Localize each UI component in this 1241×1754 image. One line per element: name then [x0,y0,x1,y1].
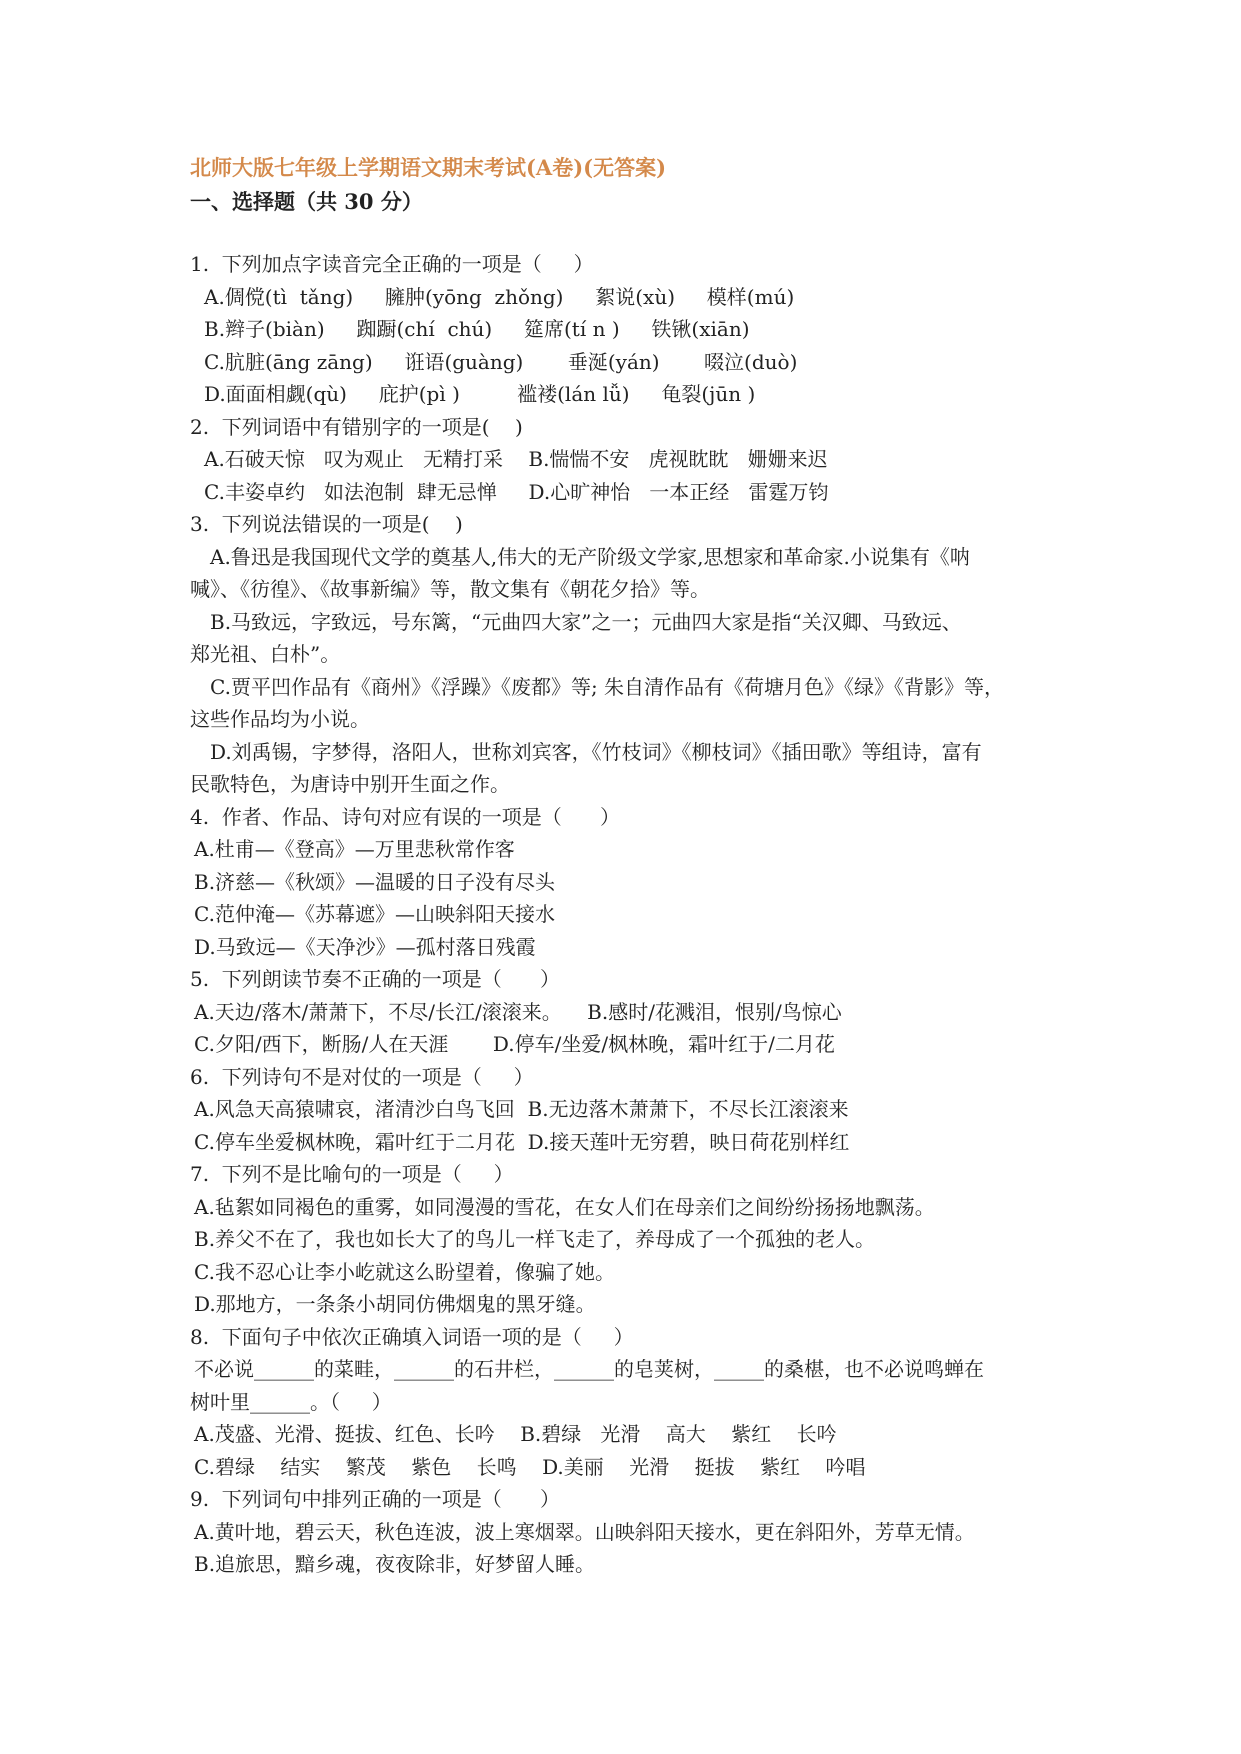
question-2: 2. 下列词语中有错别字的一项是( ) [190,414,523,439]
question-3: 3. 下列说法错误的一项是( ) [190,512,463,536]
question-8: 8. 下面句子中依次正确填入词语一项的是（ ） [190,1324,634,1349]
option-line: B.追旅思，黯乡魂，夜夜除非，好梦留人睡。 [194,1552,596,1576]
section-heading: 一、选择题（共 30 分） [190,189,423,214]
option-line: C.碧绿 结实 繁茂 紫色 长鸣 D.美丽 光滑 挺拔 紫红 吟唱 [194,1454,866,1479]
option-line: C.贾平凹作品有《商州》《浮躁》《废都》等; 朱自清作品有《荷塘月色》《绿》《背影》等， [210,674,1005,699]
option-line: C.丰姿卓约 如法泡制 肆无忌惮 D.心旷神怡 一本正经 雷霆万钧 [204,479,829,504]
option-continuation: 民歌特色，为唐诗中别开生面之作。 [190,772,510,796]
question-text-continuation: 树叶里______。（ ） [190,1389,392,1414]
option-line: A.黄叶地，碧云天，秋色连波，波上寒烟翠。山映斜阳天接水，更在斜阳外，芳草无情。 [194,1519,975,1544]
option-line: B.马致远，字致远，号东篱，“元曲四大家”之一；元曲四大家是指“关汉卿、马致远、 [210,609,962,634]
option-line: C.我不忍心让李小屹就这么盼望着，像骗了她。 [194,1259,615,1284]
option-line: A.杜甫—《登高》—万里悲秋常作客 [194,837,515,861]
option-continuation: 喊》、《彷徨》、《故事新编》等，散文集有《朝花夕拾》等。 [190,577,710,601]
option-line: A.毡絮如同褐色的重雾，如同漫漫的雪花，在女人们在母亲们之间纷纷扬扬地飘荡。 [194,1194,935,1219]
option-line: D.面面相觑(qù) 庇护(pì ) 褴褛(lán lǚ) 龟裂(jūn ) [204,382,756,406]
option-line: B.养父不在了，我也如长大了的鸟儿一样飞走了，养母成了一个孤独的老人。 [194,1227,876,1251]
option-line: A.石破天惊 叹为观止 无精打采 B.惴惴不安 虎视眈眈 姗姗来迟 [204,447,828,471]
option-line: B.辫子(biàn) 踟蹰(chí chú) 筵席(tí n ) 铁锹(xiān) [204,317,750,341]
option-continuation: 郑光祖、白朴”。 [190,642,341,666]
question-text: 不必说______的菜畦，______的石井栏，______的皂荚树，_____的桑椹，也不必说鸣蝉在 [194,1357,984,1381]
document-title: 北师大版七年级上学期语文期末考试(A卷)(无答案) [190,155,667,180]
question-1: 1. 下列加点字读音完全正确的一项是（ ） [190,252,594,276]
question-6: 6. 下列诗句不是对仗的一项是（ ） [190,1064,534,1089]
option-line: A.天边/落木/萧萧下，不尽/长江/滚滚来。 B.感时/花溅泪，恨别/鸟惊心 [194,999,842,1024]
option-line: C.停车坐爱枫林晚，霜叶红于二月花 D.接天莲叶无穷碧，映日荷花别样红 [194,1129,850,1154]
option-continuation: 这些作品均为小说。 [190,707,370,731]
option-line: D.那地方，一条条小胡同仿佛烟鬼的黑牙缝。 [194,1292,596,1316]
question-7: 7. 下列不是比喻句的一项是（ ） [190,1162,514,1186]
option-line: C.夕阳/西下，断肠/人在天涯 D.停车/坐爱/枫林晚，霜叶红于/二月花 [194,1032,835,1056]
question-5: 5. 下列朗读节奏不正确的一项是（ ） [190,967,560,991]
option-line: C.范仲淹—《苏幕遮》—山映斜阳天接水 [194,902,555,926]
document-body [190,248,1070,1581]
option-line: A.鲁迅是我国现代文学的奠基人,伟大的无产阶级文学家,思想家和革命家.小说集有《呐 [210,544,970,569]
question-4: 4. 作者、作品、诗句对应有误的一项是（ ） [190,804,620,829]
option-line: A.风急天高猿啸哀，渚清沙白鸟飞回 B.无边落木萧萧下，不尽长江滚滚来 [194,1097,849,1121]
option-line: B.济慈—《秋颂》—温暖的日子没有尽头 [194,869,556,894]
option-line: D.马致远—《天净沙》—孤村落日残霞 [194,934,536,959]
option-line: A.茂盛、光滑、挺拔、红色、长吟 B.碧绿 光滑 高大 紫红 长吟 [194,1422,837,1446]
question-9: 9. 下列词句中排列正确的一项是（ ） [190,1487,560,1511]
option-line: C.肮脏(āng zāng) 诳语(guàng) 垂涎(yán) 啜泣(duò) [204,349,798,374]
option-line: A.倜傥(tì tǎng) 臃肿(yōng zhǒng) 絮说(xù) 模样(mú) [204,284,795,309]
option-line: D.刘禹锡，字梦得，洛阳人，世称刘宾客，《竹枝词》《柳枝词》《插田歌》等组诗，富有 [210,739,982,764]
